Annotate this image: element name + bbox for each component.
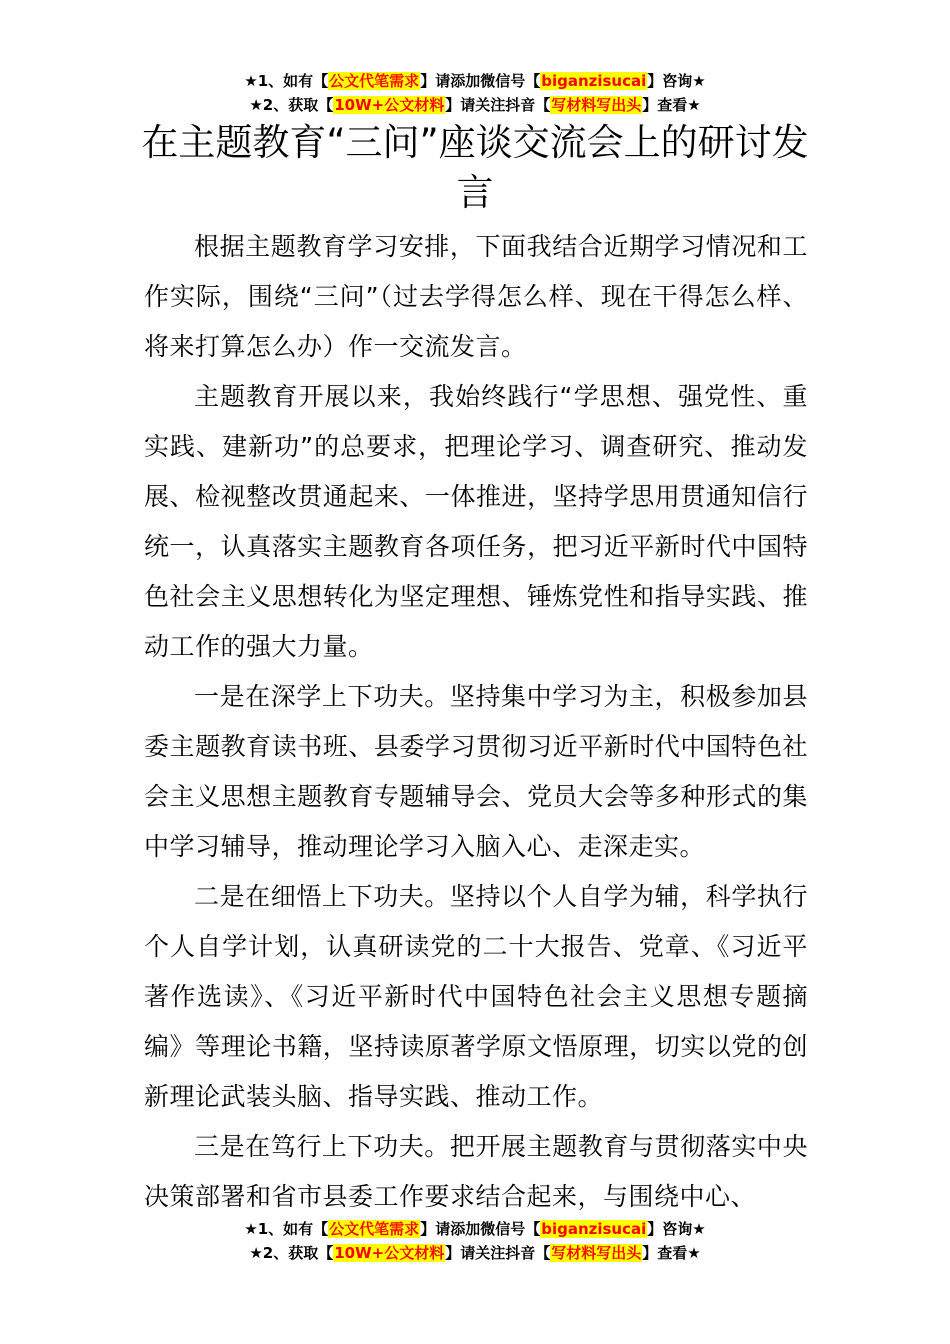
promo-text: ★1、如有【 — [244, 1220, 329, 1238]
promo-text: 】查看★ — [642, 1244, 701, 1262]
promo-text: ★1、如有【 — [244, 72, 329, 90]
promo-highlight: 公文代笔需求 — [329, 72, 420, 90]
promo-text: 】请关注抖音【 — [445, 1244, 551, 1262]
promo-banner-top — [0, 70, 950, 118]
promo-line-1 — [0, 70, 950, 94]
promo-highlight: 10W+公文材料 — [334, 96, 445, 114]
body-paragraph: 主题教育开展以来，我始终践行“学思想、强党性、重实践、建新功”的总要求，把理论学习、调查研究、推动发展、检视整改贯通起来、一体推进，坚持学思用贯通知信行统一，认真落实主题教育各项任务，把习近平新时代中国特色社会主义思想转化为坚定理想、锤炼党性和指导实践、推动工作的强大力量。 — [144, 382, 808, 661]
promo-text: 】查看★ — [642, 96, 701, 114]
promo-highlight: biganzisucai — [541, 1220, 647, 1238]
promo-highlight: 写材料写出头 — [551, 1244, 642, 1262]
promo-text: 】请添加微信号【 — [420, 72, 541, 90]
body-paragraph: 三是在笃行上下功夫。把开展主题教育与贯彻落实中央决策部署和省市县委工作要求结合起来，与围绕中心、 — [144, 1132, 808, 1211]
promo-text: ★2、获取【 — [249, 96, 334, 114]
promo-highlight: biganzisucai — [541, 72, 647, 90]
promo-text: 】咨询★ — [647, 72, 706, 90]
promo-text: ★2、获取【 — [249, 1244, 334, 1262]
promo-highlight: 写材料写出头 — [551, 96, 642, 114]
promo-line-2 — [0, 1242, 950, 1266]
promo-highlight: 公文代笔需求 — [329, 1220, 420, 1238]
document-body — [144, 222, 808, 1222]
document-title: 在主题教育“三问”座谈交流会上的研讨发言 — [141, 121, 809, 214]
promo-text: 】咨询★ — [647, 1220, 706, 1238]
body-paragraph: 二是在细悟上下功夫。坚持以个人自学为辅，科学执行个人自学计划，认真研读党的二十大报告、党章、《习近平著作选读》、《习近平新时代中国特色社会主义思想专题摘编》等理论书籍，坚持读原著学原文悟原理，切实以党的创新理论武装头脑、指导实践、推动工作。 — [144, 882, 808, 1111]
promo-text: 】请添加微信号【 — [420, 1220, 541, 1238]
promo-banner-bottom — [0, 1218, 950, 1266]
promo-text: 】请关注抖音【 — [445, 96, 551, 114]
promo-line-1 — [0, 1218, 950, 1242]
promo-line-2 — [0, 94, 950, 118]
body-paragraph: 根据主题教育学习安排，下面我结合近期学习情况和工作实际，围绕“三问”（过去学得怎么样、现在干得怎么样、将来打算怎么办）作一交流发言。 — [144, 232, 808, 361]
body-paragraph: 一是在深学上下功夫。坚持集中学习为主，积极参加县委主题教育读书班、县委学习贯彻习近平新时代中国特色社会主义思想主题教育专题辅导会、党员大会等多种形式的集中学习辅导，推动理论学习入脑入心、走深走实。 — [144, 682, 808, 861]
promo-highlight: 10W+公文材料 — [334, 1244, 445, 1262]
